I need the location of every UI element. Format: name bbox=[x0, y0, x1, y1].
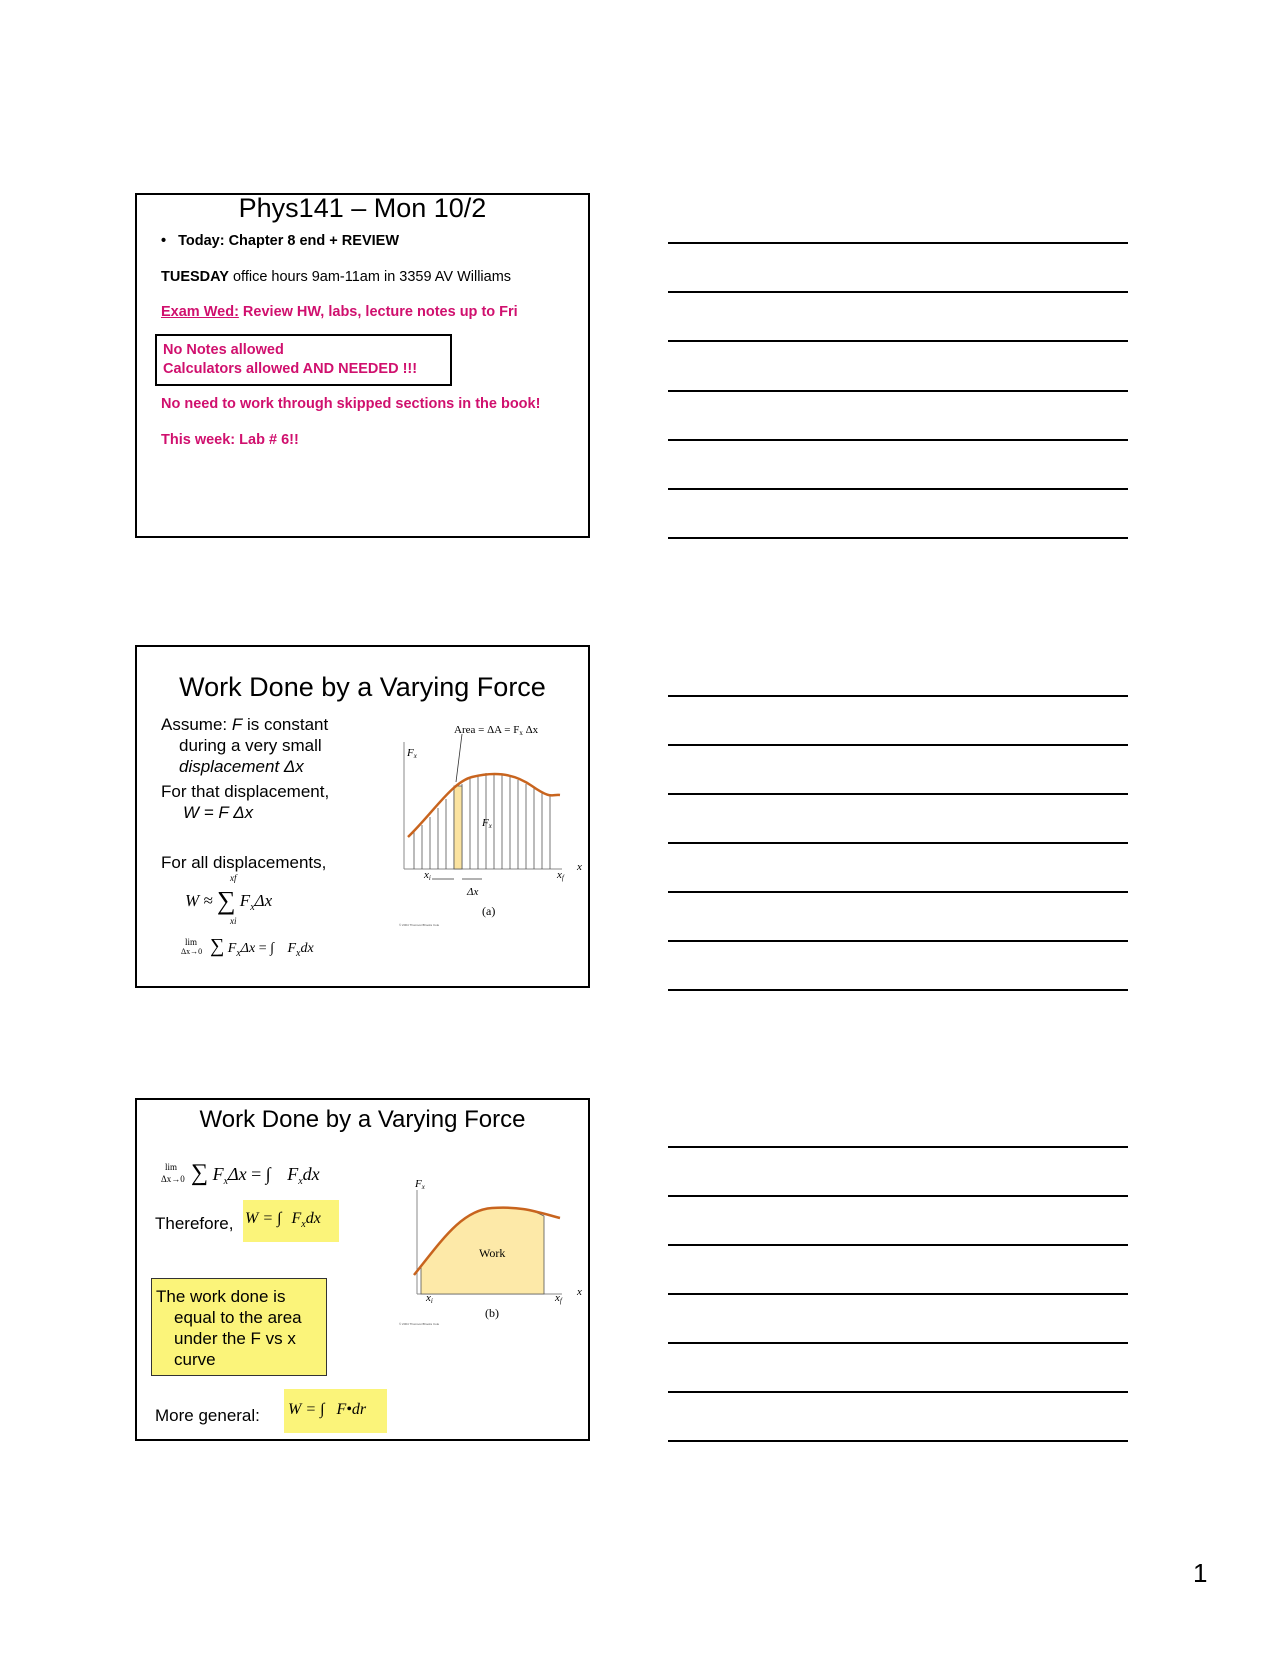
fx-axis-label: Fx bbox=[407, 747, 417, 760]
limit-label: lim bbox=[165, 1162, 178, 1172]
work-equation: W = F Δx bbox=[183, 803, 254, 822]
limit-formula: ∑ $F_x\Delta x$ = ∫ $F_xdx$ bbox=[210, 935, 314, 959]
note-line bbox=[668, 1293, 1128, 1295]
xi-tick: xi bbox=[426, 1292, 433, 1305]
note-line bbox=[668, 1195, 1128, 1197]
slide-2 bbox=[135, 645, 590, 988]
work-integral-highlight bbox=[243, 1200, 339, 1242]
limit-sub: Δx→0 bbox=[181, 947, 203, 956]
sum-formula: W ≈ ∑ $F_x\Delta x$ bbox=[185, 886, 273, 915]
area-label: Area = ΔA = Fx Δx bbox=[454, 724, 539, 737]
slide-3 bbox=[135, 1098, 590, 1441]
note-line bbox=[668, 291, 1128, 293]
delta-label: Δx bbox=[467, 886, 479, 898]
fx-axis-label: Fx bbox=[415, 1178, 425, 1191]
figure-caption: (a) bbox=[482, 904, 496, 918]
xi-tick: xi bbox=[424, 869, 431, 882]
notes-box: No Notes allowed Calculators allowed AND NEEDED !!! bbox=[155, 334, 452, 386]
more-general-label: More general: bbox=[155, 1406, 260, 1425]
assume-line-3: displacement Δx bbox=[179, 757, 304, 776]
slide-1 bbox=[135, 193, 590, 538]
limit-label: lim bbox=[185, 937, 198, 947]
exam-note: Exam Wed: Review HW, labs, lecture notes up to Fri bbox=[161, 304, 518, 320]
page-number: 1 bbox=[1193, 1558, 1208, 1588]
figure-copyright: © 2004 Thomson/Brooks Cole bbox=[399, 923, 440, 927]
note-line bbox=[668, 891, 1128, 893]
area-pointer bbox=[456, 734, 462, 782]
note-line bbox=[668, 1342, 1128, 1344]
sum-upper: xf bbox=[230, 873, 237, 883]
note-line bbox=[668, 537, 1128, 539]
slide-title: Work Done by a Varying Force bbox=[179, 672, 546, 702]
note-line bbox=[668, 488, 1128, 490]
highlight-strip bbox=[454, 786, 462, 869]
area-note-box: The work done is equal to the area under the F vs x curve bbox=[151, 1278, 327, 1376]
bullet-today: • Today: Chapter 8 end + REVIEW bbox=[161, 233, 400, 249]
for-all-line: For all displacements, bbox=[161, 853, 327, 872]
note-line bbox=[668, 793, 1128, 795]
note-line bbox=[668, 695, 1128, 697]
note-line bbox=[668, 842, 1128, 844]
x-axis-label: x bbox=[577, 861, 582, 873]
lab-note: This week: Lab # 6!! bbox=[161, 432, 299, 448]
skipped-note: No need to work through skipped sections in the book! bbox=[161, 396, 541, 412]
for-that-line: For that displacement, bbox=[161, 782, 330, 801]
work-integral: W = ∫ $F_xdx$ bbox=[245, 1210, 321, 1230]
xf-tick: xf bbox=[557, 869, 564, 882]
office-hours: TUESDAY office hours 9am-11am in 3359 AV Williams bbox=[161, 269, 512, 285]
note-line bbox=[668, 1440, 1128, 1442]
therefore-label: Therefore, bbox=[155, 1214, 234, 1233]
figure-copyright: © 2004 Thomson/Brooks Cole bbox=[399, 1322, 440, 1326]
note-line bbox=[668, 1391, 1128, 1393]
vector-integral-highlight bbox=[284, 1389, 387, 1433]
slide-title: Phys141 – Mon 10/2 bbox=[238, 193, 487, 223]
note-line bbox=[668, 340, 1128, 342]
vector-integral: W = ∫ F•dr bbox=[288, 1401, 367, 1418]
note-line bbox=[668, 1244, 1128, 1246]
x-axis-label: x bbox=[577, 1286, 582, 1298]
assume-line: Assume: F is constant bbox=[161, 715, 329, 734]
slide-title: Work Done by a Varying Force bbox=[199, 1106, 526, 1133]
sum-lower: xi bbox=[230, 916, 237, 926]
limit-formula: ∑ $F_x\Delta x$ = ∫ $F_xdx$ bbox=[191, 1160, 320, 1187]
note-line bbox=[668, 242, 1128, 244]
assume-line-2: during a very small bbox=[179, 736, 322, 755]
limit-sub: Δx→0 bbox=[161, 1174, 185, 1184]
note-line bbox=[668, 439, 1128, 441]
note-line bbox=[668, 940, 1128, 942]
note-line bbox=[668, 744, 1128, 746]
figure-caption: (b) bbox=[485, 1306, 499, 1320]
note-line bbox=[668, 390, 1128, 392]
note-line bbox=[668, 989, 1128, 991]
note-line bbox=[668, 1146, 1128, 1148]
xf-tick: xf bbox=[555, 1292, 562, 1305]
fx-bar-label: Fx bbox=[482, 817, 492, 830]
work-label: Work bbox=[479, 1246, 506, 1260]
